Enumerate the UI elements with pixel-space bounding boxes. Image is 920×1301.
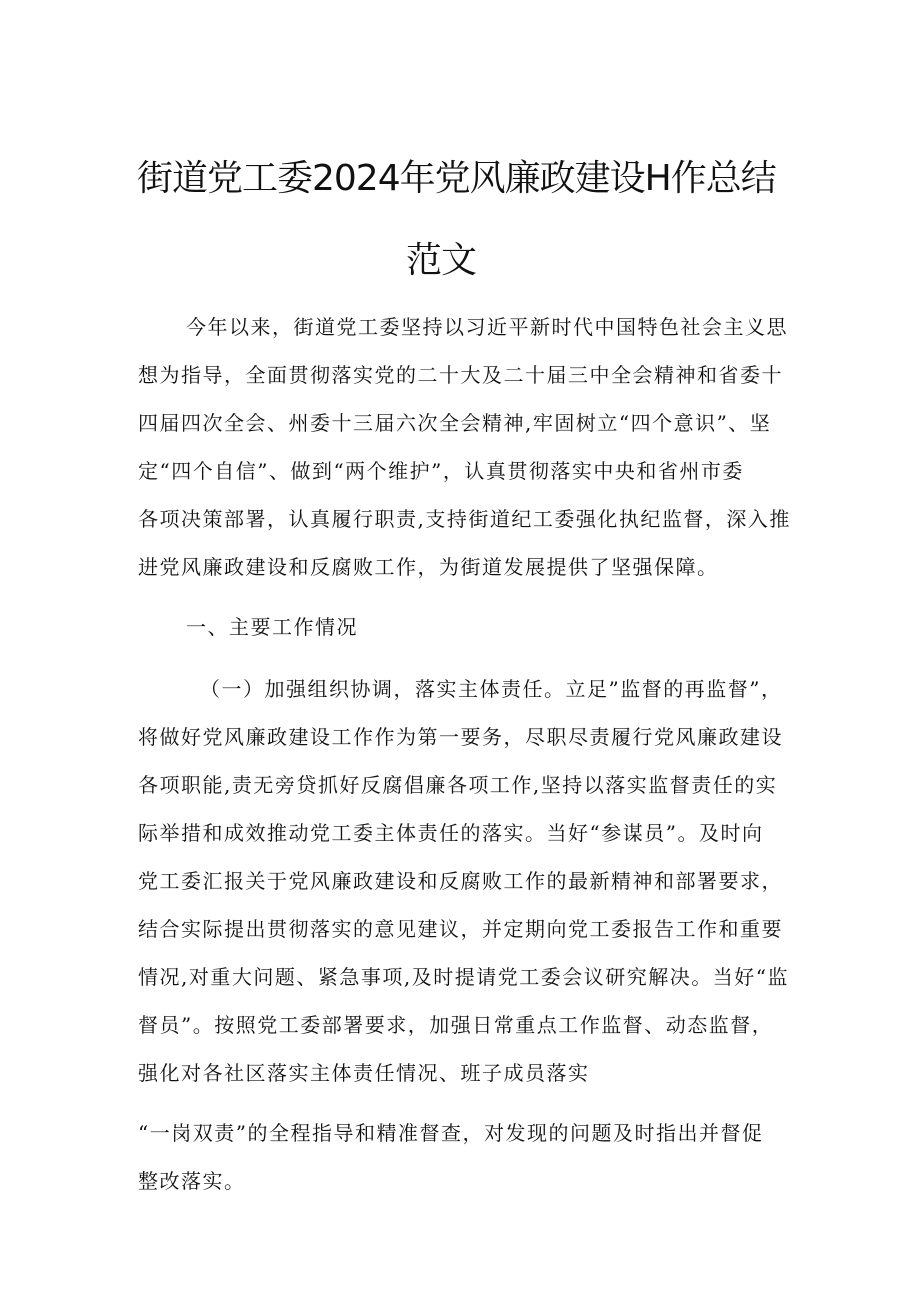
text-line: 情况,对重大问题、紧急事项,及时提请党工委会议研究解决。当好“监	[138, 965, 789, 989]
section-heading-text: 一、主要工作情况	[186, 615, 358, 639]
text-line: 各项决策部署，认真履行职责,支持街道纪工委强化执纪监督，深入推	[138, 507, 791, 531]
text-line: 进党风廉政建设和反腐败工作，为街道发展提供了坚强保障。	[138, 555, 719, 579]
text-line: 定“四个自信”、做到“两个维护”，认真贯彻落实中央和省州市委	[138, 459, 744, 483]
text-line: 强化对各社区落实主体责任情况、班子成员落实	[138, 1061, 590, 1085]
text-line: 各项职能,责无旁贷抓好反腐倡廉各项工作,坚持以落实监督责任的实	[138, 773, 778, 797]
text-line: 将做好党风廉政建设工作作为第一要务，尽职尽责履行党风廉政建设	[138, 725, 783, 749]
text-line: 督员”。按照党工委部署要求，加强日常重点工作监督、动态监督，	[138, 1013, 774, 1037]
text-line: “一岗双责”的全程指导和精准督查，对发现的问题及时指出并督促	[138, 1121, 764, 1145]
text-line: 四届四次全会、州委十三届六次全会精神,牢固树立“四个意识”、坚	[138, 411, 772, 435]
text-line: 党工委汇报关于党风廉政建设和反腐败工作的最新精神和部署要求，	[138, 869, 783, 893]
text-line: 想为指导，全面贯彻落实党的二十大及二十届三中全会精神和省委十	[138, 363, 783, 387]
text-line: （一）加强组织协调，落实主体责任。立足”监督的再监督”，	[200, 677, 783, 701]
text-line: 际举措和成效推动党工委主体责任的落实。当好“参谋员”。及时向	[138, 821, 764, 845]
text-line: 今年以来，街道党工委坚持以习近平新时代中国特色社会主义思	[186, 315, 788, 339]
document-title-line-1: 街道党工委2024年党风廉政建设H作总结	[137, 158, 776, 199]
text-line: 结合实际提出贯彻落实的意见建议，并定期向党工委报告工作和重要	[138, 917, 783, 941]
document-title-line-2: 范文	[406, 240, 477, 281]
text-line: 整改落实。	[138, 1169, 246, 1193]
